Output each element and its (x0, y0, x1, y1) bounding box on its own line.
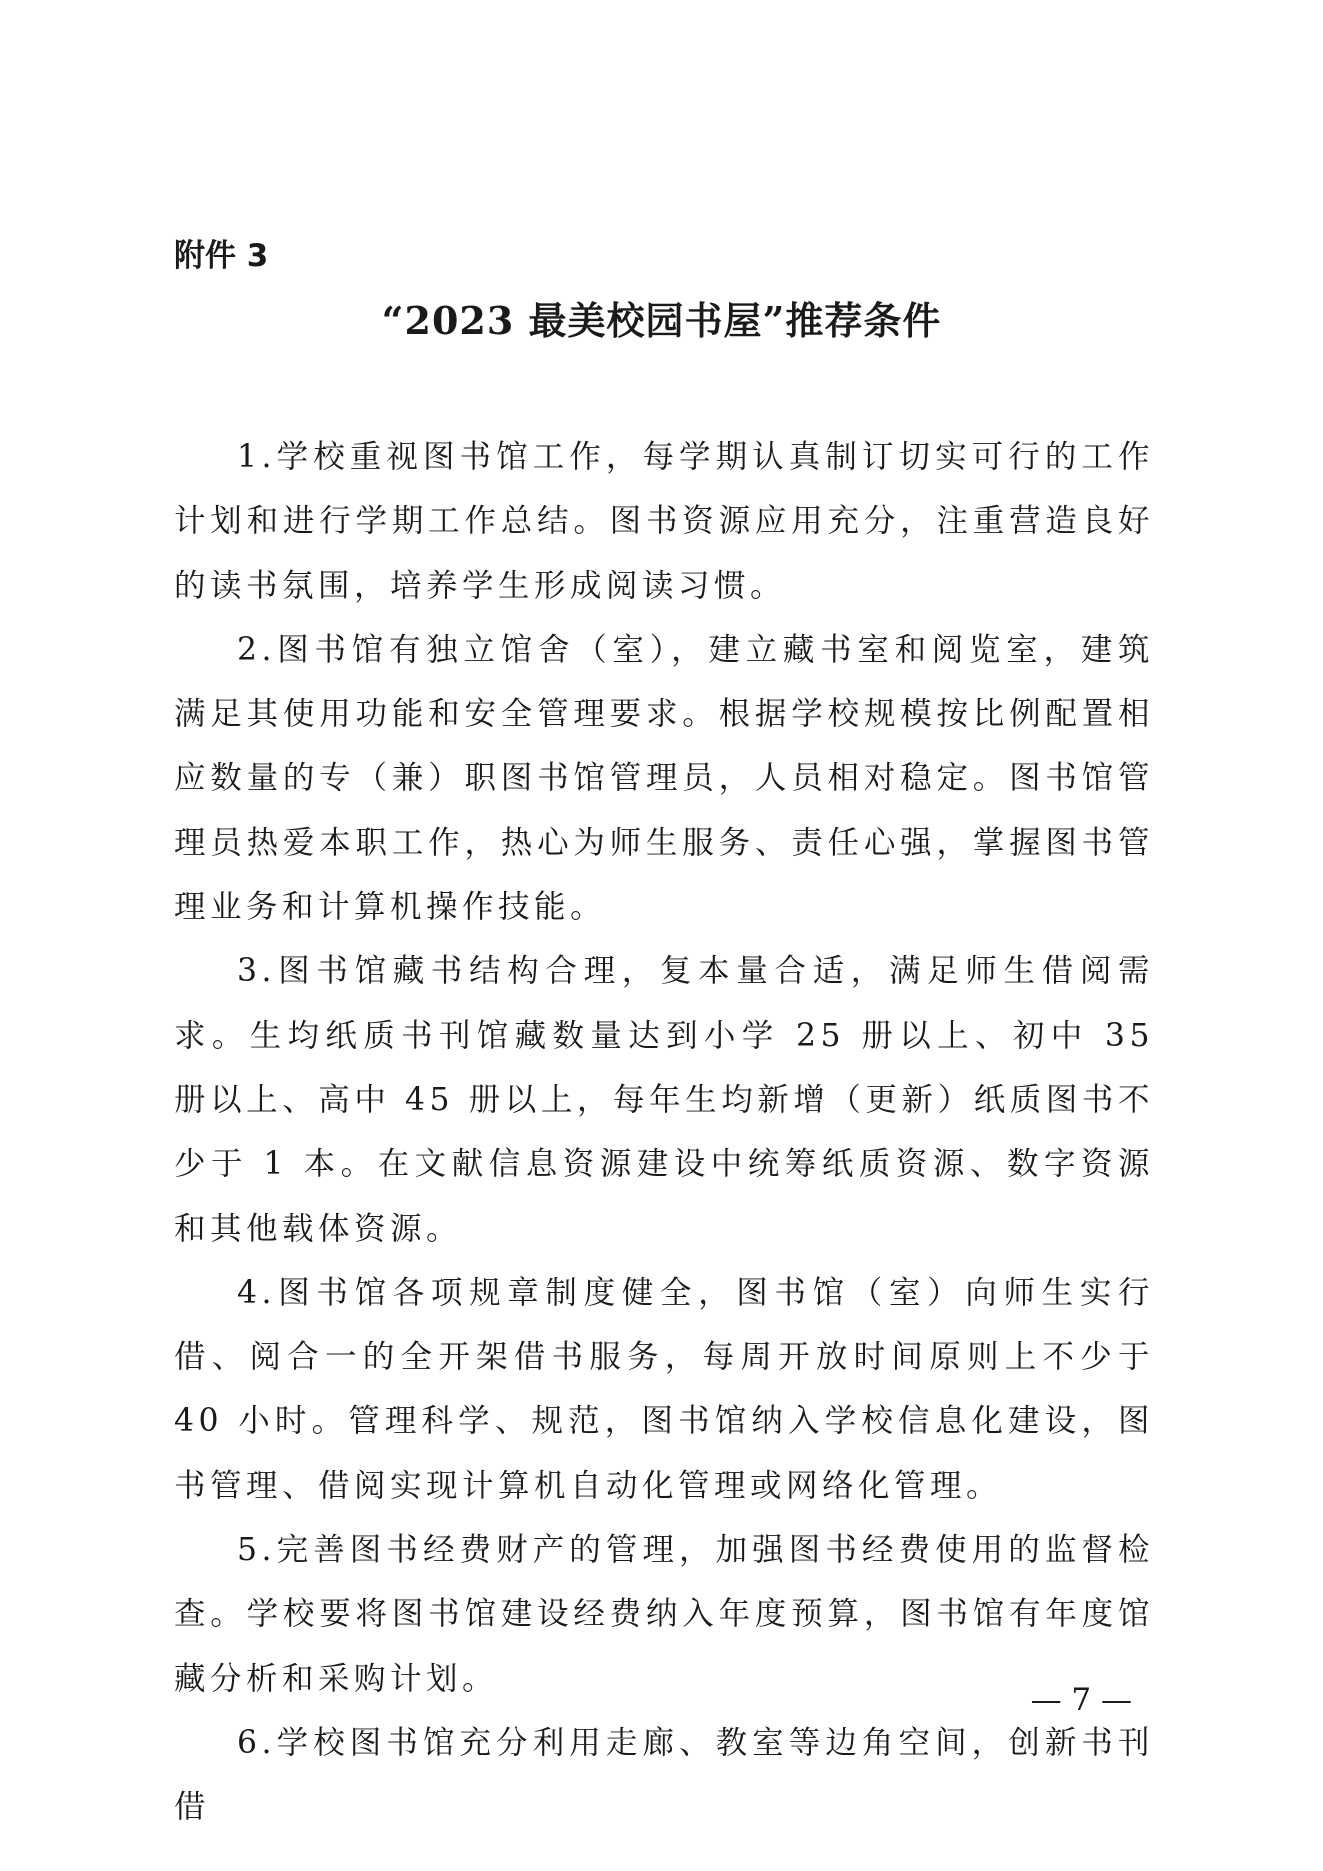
page-number: — 7 — (1030, 1682, 1132, 1718)
paragraph-4: 4.图书馆各项规章制度健全，图书馆（室）向师生实行借、阅合一的全开架借书服务，每周开放时间原则上不少于 40 小时。管理科学、规范，图书馆纳入学校信息化建设，图书管理、借阅实现计算机自动化管理或网络化管理。 (174, 1274, 1154, 1504)
attachment-label: 附件 3 (174, 238, 269, 274)
paragraph-3: 3.图书馆藏书结构合理，复本量合适，满足师生借阅需求。生均纸质书刊馆藏数量达到小学 25 册以上、初中 35 册以上、高中 45 册以上，每年生均新增（更新）纸质图书不少于 1 本。在文献信息资源建设中统筹纸质资源、数字资源和其他载体资源。 (174, 953, 1154, 1247)
paragraph-1: 1.学校重视图书馆工作，每学期认真制订切实可行的工作计划和进行学期工作总结。图书资源应用充分，注重营造良好的读书氛围，培养学生形成阅读习惯。 (174, 439, 1154, 604)
paragraph-5: 5.完善图书经费财产的管理，加强图书经费使用的监督检查。学校要将图书馆建设经费纳入年度预算，图书馆有年度馆藏分析和采购计划。 (174, 1532, 1154, 1697)
paragraph-2: 2.图书馆有独立馆舍（室），建立藏书室和阅览室，建筑满足其使用功能和安全管理要求。根据学校规模按比例配置相应数量的专（兼）职图书馆管理员，人员相对稳定。图书馆管理员热爱本职工作，热心为师生服务、责任心强，掌握图书管理业务和计算机操作技能。 (174, 631, 1154, 926)
document-body (174, 425, 1154, 1840)
paragraph-6: 6.学校图书馆充分利用走廊、教室等边角空间，创新书刊借 (174, 1724, 1154, 1826)
document-title: “2023 最美校园书屋”推荐条件 (381, 298, 942, 343)
